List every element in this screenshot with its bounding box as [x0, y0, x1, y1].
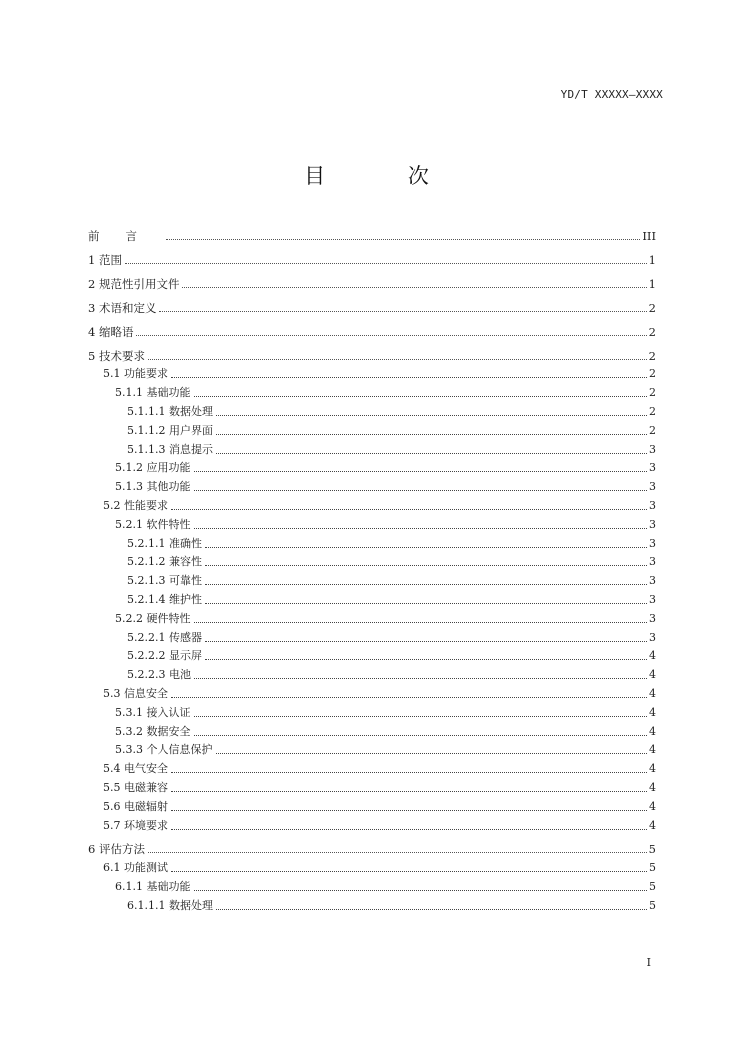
toc-entry-page: 3 — [649, 499, 656, 512]
dot-leader — [216, 434, 647, 435]
dot-leader — [171, 697, 647, 698]
toc-entry-label: 前言 — [88, 228, 163, 243]
toc-entry-page: 3 — [649, 517, 656, 531]
toc-entry[interactable] — [88, 588, 656, 607]
toc-entry-page: 2 — [649, 386, 656, 400]
toc-entry-label: 5.2.2.1 传感器 — [127, 630, 202, 644]
toc-entry-label: 5.2.1.2 兼容性 — [127, 555, 202, 569]
toc-entry[interactable] — [88, 875, 656, 894]
toc-entry[interactable] — [88, 532, 656, 551]
toc-entry-page: 5 — [649, 898, 656, 912]
toc-entry-page: 4 — [649, 686, 656, 700]
toc-entry-page: 3 — [649, 630, 656, 644]
toc-entry[interactable] — [88, 739, 656, 758]
toc-entry-page: 3 — [649, 574, 656, 588]
toc-entry-page: 3 — [649, 442, 656, 456]
toc-entry-label: 4 缩略语 — [88, 324, 134, 339]
toc-entry-label: 5.2.1.3 可靠性 — [127, 574, 202, 588]
toc-entry-page: 3 — [649, 536, 656, 550]
toc-entry[interactable] — [88, 363, 656, 382]
dot-leader — [194, 890, 648, 891]
dot-leader — [205, 659, 647, 660]
toc-entry[interactable] — [88, 682, 656, 701]
toc-entry[interactable] — [88, 438, 656, 457]
toc-entry-label: 2 规范性引用文件 — [88, 276, 180, 291]
toc-entry-label: 6.1.1 基础功能 — [115, 880, 191, 894]
toc-entry-page: 5 — [649, 880, 656, 894]
dot-leader — [205, 547, 647, 548]
toc-entry[interactable] — [88, 267, 656, 291]
toc-entry-page: 2 — [648, 348, 656, 363]
toc-entry[interactable] — [88, 381, 656, 400]
toc-entry-label: 5.2 性能要求 — [103, 499, 168, 512]
toc-entry-label: 5.4 电气安全 — [103, 762, 168, 776]
toc-entry-label: 5.2.1.1 准确性 — [127, 536, 202, 550]
toc-entry-page: 3 — [649, 592, 656, 606]
toc-entry-label: 5.1.3 其他功能 — [115, 480, 191, 494]
toc-entry-page: 2 — [649, 405, 656, 419]
toc-entry-label: 5.1.1.2 用户界面 — [127, 423, 213, 437]
toc-entry-label: 6.1.1.1 数据处理 — [127, 898, 213, 912]
toc-entry-page: 2 — [649, 367, 656, 381]
toc-entry[interactable] — [88, 494, 656, 513]
toc-entry[interactable] — [88, 626, 656, 645]
dot-leader — [194, 396, 648, 397]
toc-entry-label: 5.1.1.3 消息提示 — [127, 442, 213, 456]
document-id: YD/T XXXXX—XXXX — [560, 88, 663, 101]
dot-leader — [194, 490, 648, 491]
dot-leader — [194, 528, 648, 529]
dot-leader — [125, 263, 647, 264]
dot-leader — [171, 810, 647, 811]
toc-entry[interactable] — [88, 701, 656, 720]
toc-entry[interactable] — [88, 315, 656, 339]
toc-entry[interactable] — [88, 607, 656, 626]
toc-entry[interactable] — [88, 243, 656, 267]
dot-leader — [205, 641, 647, 642]
toc-entry-label: 1 范围 — [88, 252, 122, 267]
toc-entry-label: 5.7 环境要求 — [103, 818, 168, 832]
toc-entry-page: 4 — [649, 724, 656, 738]
toc-entry[interactable] — [88, 645, 656, 664]
toc-entry[interactable] — [88, 475, 656, 494]
toc-entry-page: III — [642, 228, 656, 243]
toc-entry-page: 4 — [649, 668, 656, 682]
dot-leader — [205, 584, 647, 585]
toc-entry-label: 5.2.2 硬件特性 — [115, 611, 191, 625]
dot-leader — [205, 603, 647, 604]
toc-entry-label: 3 术语和定义 — [88, 300, 157, 315]
toc-entry-page: 2 — [649, 423, 656, 437]
dot-leader — [171, 871, 647, 872]
toc-entry[interactable] — [88, 894, 656, 913]
toc-entry-page: 2 — [648, 300, 656, 315]
toc-entry-page: 3 — [649, 480, 656, 494]
toc-entry-page: 4 — [649, 762, 656, 776]
toc-entry-label: 5.2.1.4 维护性 — [127, 592, 202, 606]
toc-entry[interactable] — [88, 757, 656, 776]
dot-leader — [216, 415, 647, 416]
toc-entry-label: 5.2.1 软件特性 — [115, 517, 191, 531]
toc-entry-page: 3 — [649, 461, 656, 475]
dot-leader — [171, 377, 647, 378]
toc-entry-label: 5.1.1.1 数据处理 — [127, 405, 213, 419]
toc-entry-page: 4 — [649, 743, 656, 757]
toc-entry[interactable] — [88, 856, 656, 875]
toc-entry-label: 5.1.1 基础功能 — [115, 386, 191, 400]
page-title: 目 次 — [304, 164, 467, 188]
toc-entry-page: 1 — [648, 276, 656, 291]
toc-entry[interactable] — [88, 513, 656, 532]
dot-leader — [148, 852, 647, 853]
dot-leader — [216, 753, 648, 754]
toc-entry[interactable] — [88, 400, 656, 419]
dot-leader — [216, 453, 647, 454]
toc-entry[interactable] — [88, 291, 656, 315]
toc-entry-page: 2 — [648, 324, 656, 339]
toc-entry[interactable] — [88, 795, 656, 814]
toc-entry-label: 5.2.2.3 电池 — [127, 668, 191, 682]
dot-leader — [171, 791, 647, 792]
toc-entry-page: 1 — [648, 252, 656, 267]
dot-leader — [159, 311, 646, 312]
toc-entry-label: 5.3.3 个人信息保护 — [115, 743, 213, 757]
dot-leader — [171, 509, 647, 510]
toc-entry-page: 3 — [649, 611, 656, 625]
toc-entry-label: 6.1 功能测试 — [103, 861, 168, 875]
dot-leader — [205, 565, 647, 566]
dot-leader — [171, 829, 647, 830]
toc-entry-label: 5.2.2.2 显示屏 — [127, 649, 202, 663]
toc-entry-page: 5 — [648, 842, 656, 857]
toc-entry[interactable] — [88, 776, 656, 795]
table-of-contents — [88, 219, 656, 913]
toc-entry-label: 5.3.1 接入认证 — [115, 705, 191, 719]
toc-entry-label: 5.3 信息安全 — [103, 686, 168, 700]
toc-entry-label: 5.1 功能要求 — [103, 367, 168, 381]
dot-leader — [194, 678, 647, 679]
toc-entry[interactable] — [88, 419, 656, 438]
toc-entry[interactable] — [88, 219, 656, 243]
toc-entry-label: 6 评估方法 — [88, 842, 145, 857]
toc-entry[interactable] — [88, 663, 656, 682]
toc-entry[interactable] — [88, 720, 656, 739]
toc-entry-label: 5.6 电磁辐射 — [103, 799, 168, 813]
dot-leader — [194, 622, 648, 623]
toc-entry-page: 3 — [649, 555, 656, 569]
toc-entry[interactable] — [88, 339, 656, 363]
toc-entry-page: 4 — [649, 799, 656, 813]
toc-entry-label: 5 技术要求 — [88, 348, 145, 363]
toc-entry-label: 5.5 电磁兼容 — [103, 780, 168, 794]
dot-leader — [136, 335, 646, 336]
toc-entry[interactable] — [88, 814, 656, 833]
toc-entry-page: 4 — [649, 818, 656, 832]
toc-entry-page: 4 — [649, 649, 656, 663]
dot-leader — [194, 471, 648, 472]
dot-leader — [148, 359, 647, 360]
toc-entry[interactable] — [88, 833, 656, 857]
dot-leader — [182, 287, 646, 288]
toc-entry[interactable] — [88, 551, 656, 570]
toc-entry-page: 4 — [649, 705, 656, 719]
toc-entry-page: 4 — [649, 780, 656, 794]
toc-entry[interactable] — [88, 457, 656, 476]
page-number: I — [646, 956, 651, 969]
dot-leader — [194, 716, 648, 717]
toc-entry[interactable] — [88, 569, 656, 588]
dot-leader — [166, 239, 640, 240]
toc-entry-label: 5.3.2 数据安全 — [115, 724, 191, 738]
toc-entry-page: 5 — [649, 861, 656, 875]
dot-leader — [171, 772, 647, 773]
dot-leader — [194, 735, 648, 736]
dot-leader — [216, 909, 647, 910]
toc-entry-label: 5.1.2 应用功能 — [115, 461, 191, 475]
